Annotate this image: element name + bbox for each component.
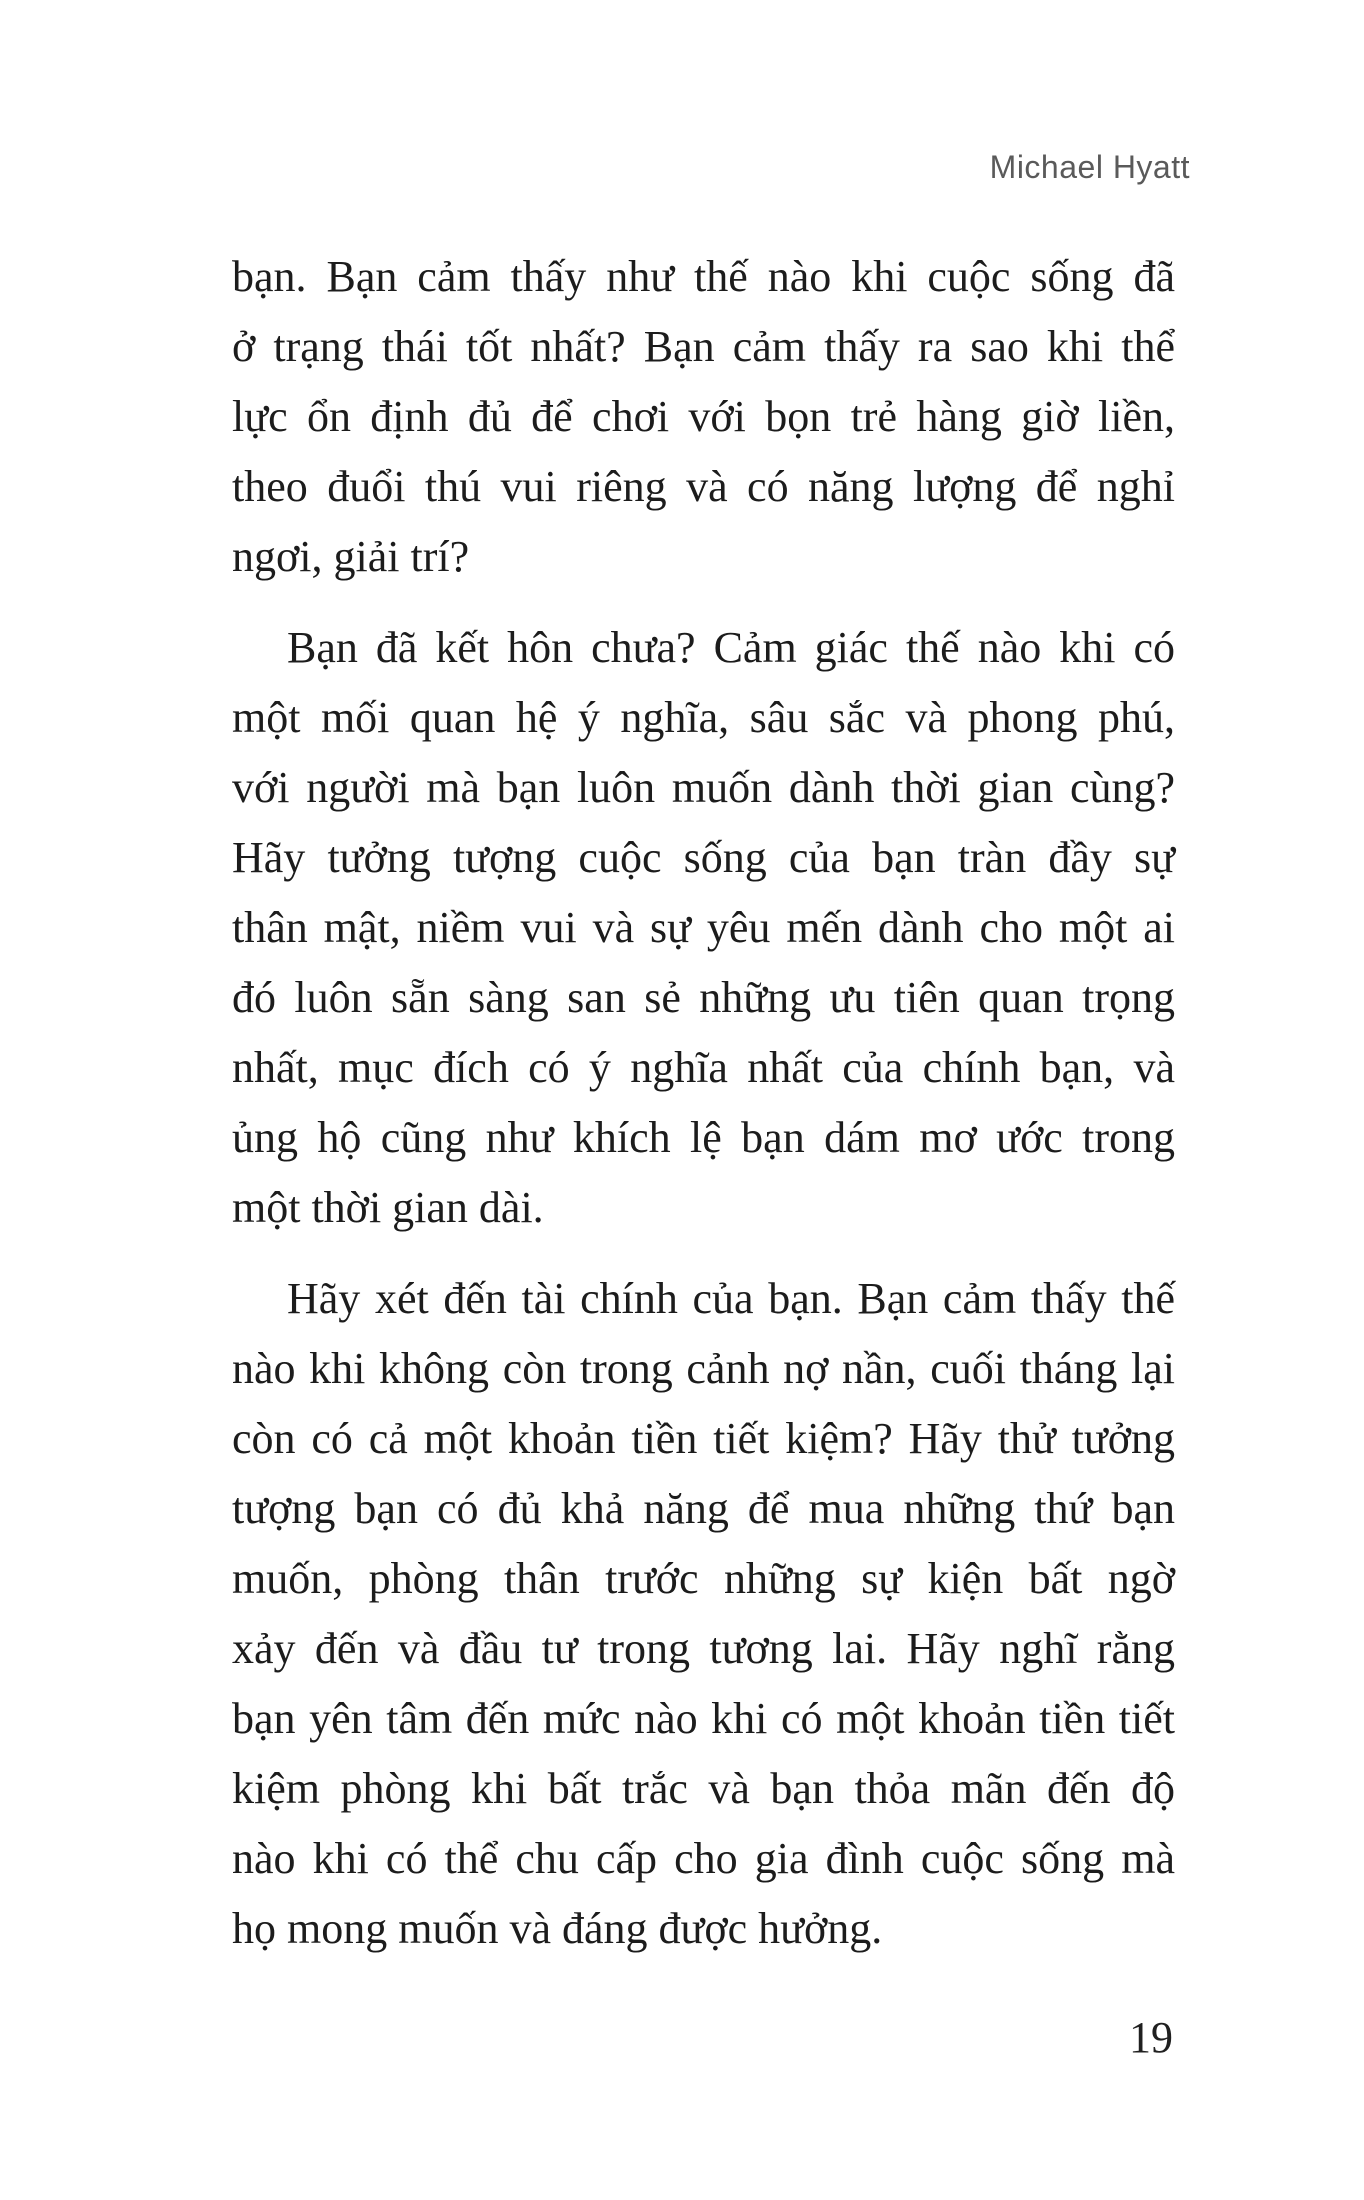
text-line: còn có cả một khoản tiền tiết kiệm? Hãy thử tưởng [232, 1414, 1175, 1463]
running-header: Michael Hyatt [989, 149, 1190, 185]
text-line: bạn yên tâm đến mức nào khi có một khoản tiền tiết [232, 1694, 1175, 1743]
text-line: kiệm phòng khi bất trắc và bạn thỏa mãn đến độ [232, 1764, 1175, 1813]
body-text [232, 242, 1175, 1964]
text-line: một mối quan hệ ý nghĩa, sâu sắc và phong phú, [232, 693, 1175, 742]
text-line: muốn, phòng thân trước những sự kiện bất ngờ [232, 1554, 1175, 1603]
text-line: thân mật, niềm vui và sự yêu mến dành cho một ai [232, 903, 1175, 952]
text-line: tượng bạn có đủ khả năng để mua những thứ bạn [232, 1484, 1175, 1533]
text-line: nhất, mục đích có ý nghĩa nhất của chính bạn, và [232, 1043, 1175, 1092]
text-line: lực ổn định đủ để chơi với bọn trẻ hàng giờ liền, [232, 392, 1175, 441]
page-number: 19 [1129, 2013, 1173, 2062]
paragraph [232, 613, 1175, 1243]
text-line: theo đuổi thú vui riêng và có năng lượng để nghỉ [232, 462, 1175, 511]
text-line: Hãy xét đến tài chính của bạn. Bạn cảm thấy thế [287, 1274, 1175, 1323]
text-line: bạn. Bạn cảm thấy như thế nào khi cuộc sống đã [232, 252, 1175, 301]
text-line: nào khi không còn trong cảnh nợ nần, cuối tháng lại [232, 1344, 1175, 1393]
text-line: Hãy tưởng tượng cuộc sống của bạn tràn đầy sự [232, 833, 1175, 882]
text-line: xảy đến và đầu tư trong tương lai. Hãy nghĩ rằng [232, 1624, 1175, 1673]
text-line: đó luôn sẵn sàng san sẻ những ưu tiên quan trọng [232, 973, 1175, 1022]
text-line: ở trạng thái tốt nhất? Bạn cảm thấy ra sao khi thể [232, 322, 1175, 371]
text-line: họ mong muốn và đáng được hưởng. [232, 1904, 883, 1953]
text-line: nào khi có thể chu cấp cho gia đình cuộc sống mà [232, 1834, 1175, 1883]
text-line: một thời gian dài. [232, 1183, 544, 1232]
text-line: Bạn đã kết hôn chưa? Cảm giác thế nào khi có [287, 623, 1175, 672]
text-line: ngơi, giải trí? [232, 532, 470, 581]
text-line: với người mà bạn luôn muốn dành thời gian cùng? [232, 763, 1175, 812]
paragraph [232, 242, 1175, 592]
paragraph [232, 1264, 1175, 1964]
text-line: ủng hộ cũng như khích lệ bạn dám mơ ước trong [232, 1113, 1175, 1162]
